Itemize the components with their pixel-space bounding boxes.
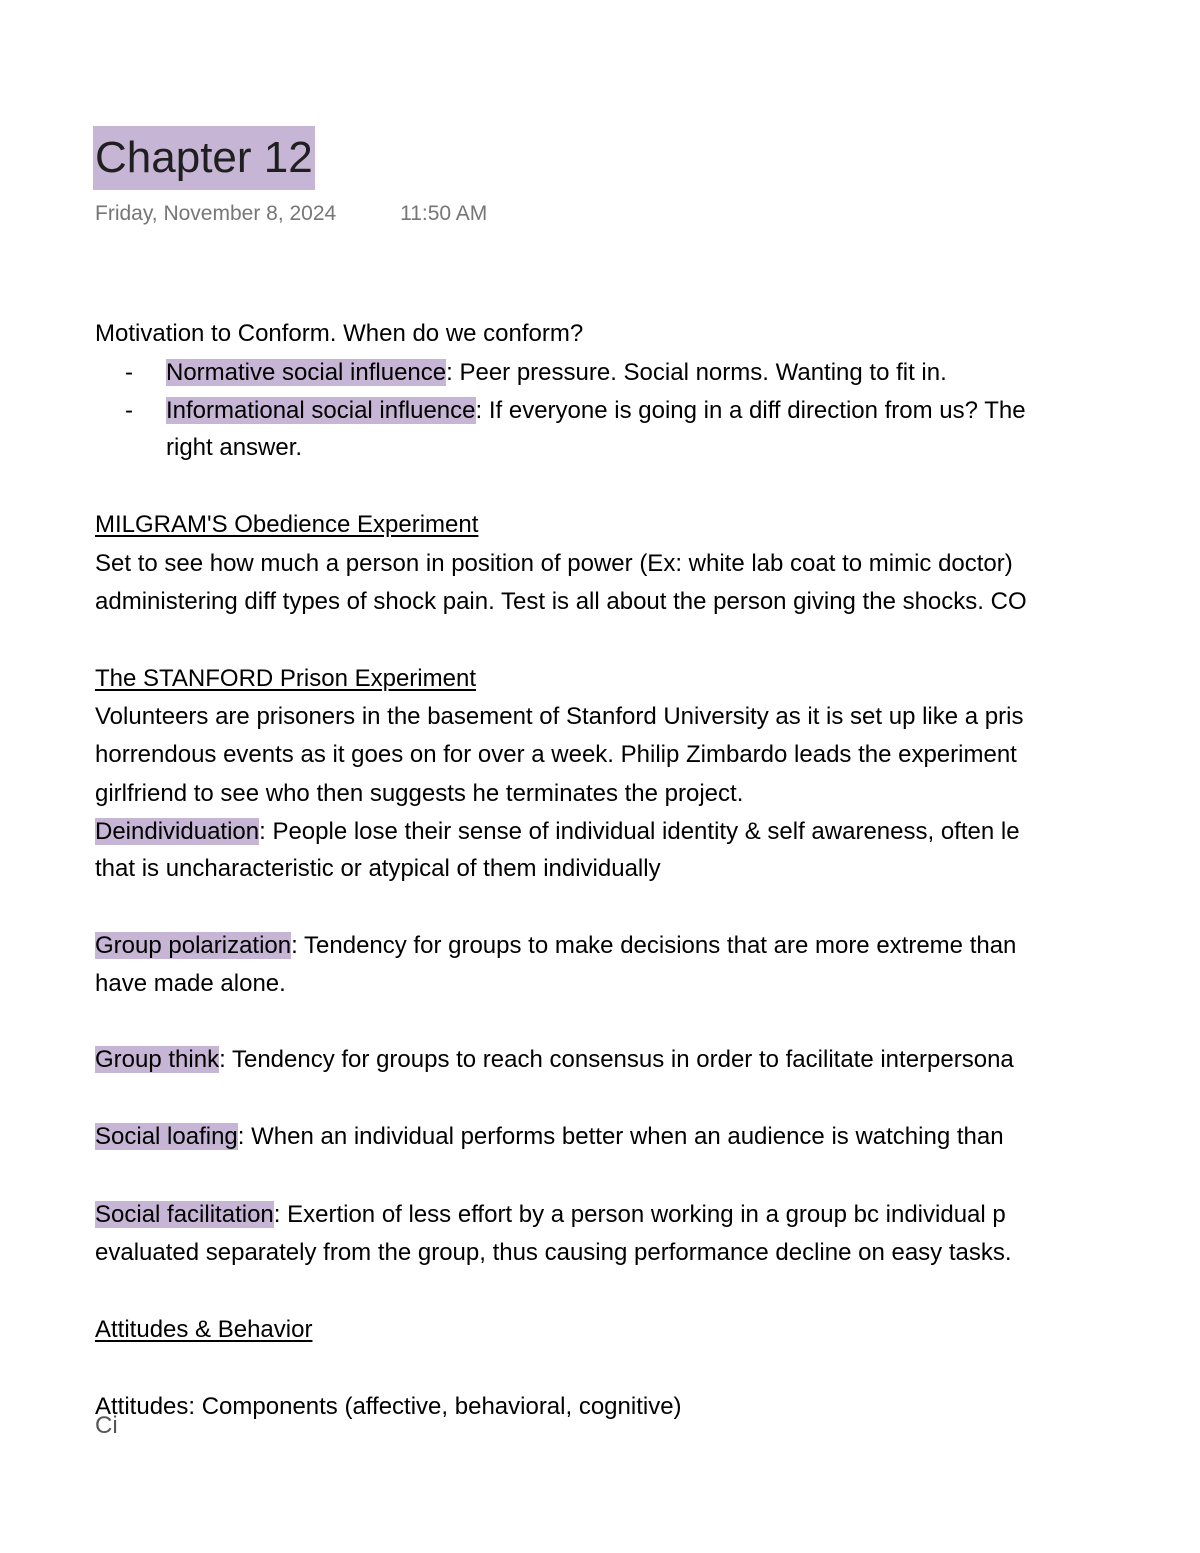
deindividuation-definition: : People lose their sense of individual identity & self awareness, often le	[259, 818, 1020, 845]
deindividuation-term: Deindividuation	[95, 818, 260, 845]
normative-definition: : Peer pressure. Social norms. Wanting to fit in.	[446, 359, 947, 386]
stanford-line-1: Volunteers are prisoners in the basement of Stanford University as it is set up like a pris	[95, 703, 1024, 730]
polarization-line	[95, 928, 1016, 964]
loafing-definition: : When an individual performs better when an audience is watching than	[237, 1123, 1004, 1150]
polarization-definition: : Tendency for groups to make decisions that are more extreme than	[291, 932, 1017, 959]
page-time: 11:50 AM	[400, 202, 488, 225]
facilitation-continued: evaluated separately from the group, thus causing performance decline on easy tasks.	[95, 1239, 1012, 1266]
bullet-dash: -	[125, 359, 133, 386]
polarization-term: Group polarization	[95, 932, 292, 959]
loafing-term: Social loafing	[95, 1123, 238, 1150]
normative-line	[166, 355, 947, 391]
milgram-heading: MILGRAM'S Obedience Experiment	[95, 511, 479, 538]
informational-term: Informational social influence	[166, 397, 476, 424]
loafing-line	[95, 1119, 1004, 1155]
facilitation-definition: : Exertion of less effort by a person working in a group bc individual p	[273, 1201, 1006, 1228]
normative-term: Normative social influence	[166, 359, 447, 386]
milgram-line-2: administering diff types of shock pain. Test is all about the person giving the shocks. CO	[95, 588, 1027, 615]
groupthink-line	[95, 1042, 1014, 1078]
cutoff-text-fragment: Ci	[95, 1412, 118, 1439]
stanford-line-2: horrendous events as it goes on for over a week. Philip Zimbardo leads the experiment	[95, 741, 1017, 768]
informational-line	[166, 393, 1026, 429]
attitudes-heading: Attitudes & Behavior	[95, 1316, 313, 1343]
facilitation-line	[95, 1197, 1006, 1233]
page-title: Chapter 12	[93, 126, 315, 190]
facilitation-term: Social facilitation	[95, 1201, 274, 1228]
page-date-row	[95, 199, 487, 229]
conform-heading: Motivation to Conform. When do we conform?	[95, 320, 584, 347]
informational-definition: : If everyone is going in a diff direction from us? The	[475, 397, 1026, 424]
attitudes-components: Attitudes: Components (affective, behavioral, cognitive)	[95, 1393, 682, 1420]
deindividuation-line	[95, 814, 1020, 850]
bullet-dash: -	[125, 397, 133, 424]
page-date: Friday, November 8, 2024	[95, 202, 337, 225]
stanford-heading: The STANFORD Prison Experiment	[95, 665, 476, 692]
polarization-continued: have made alone.	[95, 970, 286, 997]
stanford-line-3: girlfriend to see who then suggests he terminates the project.	[95, 780, 744, 807]
groupthink-term: Group think	[95, 1046, 220, 1073]
groupthink-definition: : Tendency for groups to reach consensus in order to facilitate interpersona	[219, 1046, 1014, 1073]
informational-continued: right answer.	[166, 434, 303, 461]
deindividuation-continued: that is uncharacteristic or atypical of them individually	[95, 855, 661, 882]
milgram-line-1: Set to see how much a person in position of power (Ex: white lab coat to mimic doctor)	[95, 550, 1013, 577]
